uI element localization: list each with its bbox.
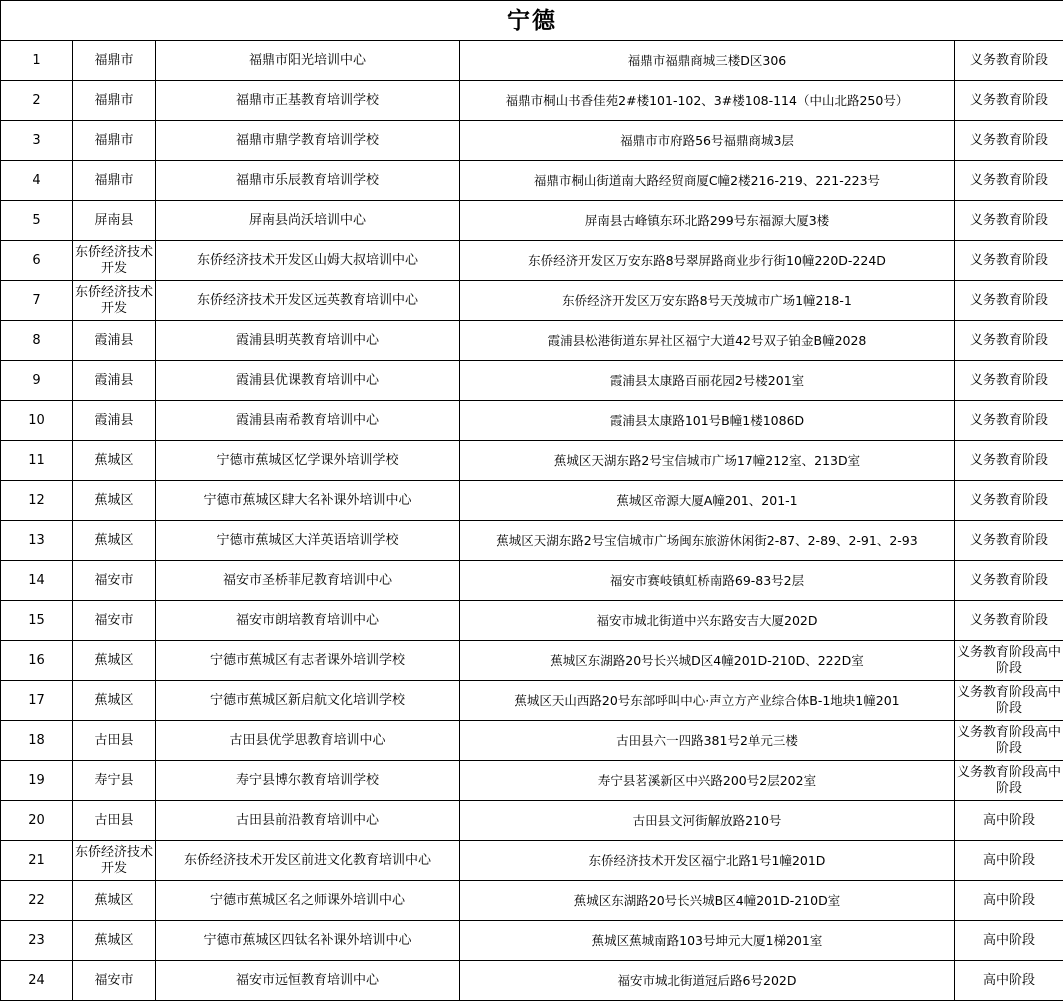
row-address: 东侨经济技术开发区福宁北路1号1幢201D [460,841,955,881]
row-district: 东侨经济技术开发 [73,281,156,321]
table-row [1,481,1063,521]
row-number: 6 [1,241,73,281]
row-district: 屏南县 [73,201,156,241]
row-address: 蕉城区天湖东路2号宝信城市广场闽东旅游休闲街2-87、2-89、2-91、2-93 [460,521,955,561]
row-address: 蕉城区东湖路20号长兴城B区4幢201D-210D室 [460,881,955,921]
row-education-stage: 义务教育阶段 [955,41,1063,81]
row-institution-name: 福鼎市乐辰教育培训学校 [156,161,460,201]
row-address: 屏南县古峰镇东环北路299号东福源大厦3楼 [460,201,955,241]
row-institution-name: 福鼎市阳光培训中心 [156,41,460,81]
table-row [1,841,1063,881]
row-number: 20 [1,801,73,841]
row-number: 22 [1,881,73,921]
table-title: 宁德 [1,1,1063,41]
row-number: 12 [1,481,73,521]
row-address: 霞浦县太康路101号B幢1楼1086D [460,401,955,441]
row-education-stage: 义务教育阶段 [955,81,1063,121]
row-number: 18 [1,721,73,761]
row-institution-name: 福安市朗培教育培训中心 [156,601,460,641]
row-education-stage: 义务教育阶段高中阶段 [955,681,1063,721]
row-education-stage: 高中阶段 [955,841,1063,881]
row-number: 5 [1,201,73,241]
row-district: 蕉城区 [73,921,156,961]
row-district: 东侨经济技术开发 [73,841,156,881]
table-row [1,41,1063,81]
row-education-stage: 高中阶段 [955,921,1063,961]
table-row [1,641,1063,681]
row-district: 蕉城区 [73,641,156,681]
row-address: 福安市城北街道冠后路6号202D [460,961,955,1001]
row-institution-name: 霞浦县优课教育培训中心 [156,361,460,401]
row-education-stage: 高中阶段 [955,801,1063,841]
row-district: 蕉城区 [73,681,156,721]
row-institution-name: 东侨经济技术开发区前进文化教育培训中心 [156,841,460,881]
table-row [1,521,1063,561]
row-institution-name: 宁德市蕉城区大洋英语培训学校 [156,521,460,561]
row-number: 13 [1,521,73,561]
row-district: 寿宁县 [73,761,156,801]
row-education-stage: 义务教育阶段 [955,401,1063,441]
row-education-stage: 义务教育阶段 [955,361,1063,401]
row-address: 霞浦县太康路百丽花园2号楼201室 [460,361,955,401]
row-address: 古田县六一四路381号2单元三楼 [460,721,955,761]
table-row [1,321,1063,361]
row-address: 东侨经济开发区万安东路8号天茂城市广场1幢218-1 [460,281,955,321]
row-institution-name: 古田县优学思教育培训中心 [156,721,460,761]
table-row [1,161,1063,201]
row-institution-name: 福安市远恒教育培训中心 [156,961,460,1001]
row-district: 福鼎市 [73,161,156,201]
row-institution-name: 宁德市蕉城区有志者课外培训学校 [156,641,460,681]
row-number: 7 [1,281,73,321]
table-row [1,81,1063,121]
row-address: 古田县文河街解放路210号 [460,801,955,841]
table-row [1,561,1063,601]
row-address: 蕉城区天山西路20号东部呼叫中心·声立方产业综合体B-1地块1幢201 [460,681,955,721]
row-address: 霞浦县松港街道东昇社区福宁大道42号双子铂金B幢2028 [460,321,955,361]
row-district: 霞浦县 [73,401,156,441]
row-district: 古田县 [73,721,156,761]
row-district: 福安市 [73,961,156,1001]
row-education-stage: 义务教育阶段 [955,161,1063,201]
table-row [1,881,1063,921]
row-number: 3 [1,121,73,161]
row-institution-name: 屏南县尚沃培训中心 [156,201,460,241]
row-district: 福安市 [73,561,156,601]
table-row [1,601,1063,641]
row-number: 4 [1,161,73,201]
row-education-stage: 义务教育阶段 [955,241,1063,281]
row-address: 东侨经济开发区万安东路8号翠屏路商业步行街10幢220D-224D [460,241,955,281]
row-district: 蕉城区 [73,521,156,561]
row-education-stage: 义务教育阶段 [955,281,1063,321]
table-row [1,201,1063,241]
row-district: 福安市 [73,601,156,641]
row-institution-name: 东侨经济技术开发区山姆大叔培训中心 [156,241,460,281]
row-district: 霞浦县 [73,361,156,401]
row-number: 2 [1,81,73,121]
row-district: 霞浦县 [73,321,156,361]
row-education-stage: 义务教育阶段 [955,121,1063,161]
row-district: 蕉城区 [73,441,156,481]
row-district: 东侨经济技术开发 [73,241,156,281]
row-institution-name: 古田县前沿教育培训中心 [156,801,460,841]
row-address: 蕉城区东湖路20号长兴城D区4幢201D-210D、222D室 [460,641,955,681]
row-number: 14 [1,561,73,601]
row-institution-name: 东侨经济技术开发区远英教育培训中心 [156,281,460,321]
row-education-stage: 义务教育阶段 [955,441,1063,481]
row-number: 23 [1,921,73,961]
table-row [1,121,1063,161]
row-institution-name: 福安市圣桥菲尼教育培训中心 [156,561,460,601]
table-row [1,281,1063,321]
row-institution-name: 宁德市蕉城区四钛名补课外培训中心 [156,921,460,961]
row-address: 蕉城区蕉城南路103号坤元大厦1梯201室 [460,921,955,961]
row-institution-name: 寿宁县博尔教育培训学校 [156,761,460,801]
row-education-stage: 义务教育阶段 [955,601,1063,641]
row-number: 9 [1,361,73,401]
row-address: 福安市赛岐镇虹桥南路69-83号2层 [460,561,955,601]
row-education-stage: 高中阶段 [955,961,1063,1001]
row-address: 福鼎市福鼎商城三楼D区306 [460,41,955,81]
row-education-stage: 义务教育阶段 [955,521,1063,561]
row-institution-name: 宁德市蕉城区忆学课外培训学校 [156,441,460,481]
row-education-stage: 义务教育阶段 [955,201,1063,241]
row-address: 福鼎市桐山书香佳苑2#楼101-102、3#楼108-114（中山北路250号） [460,81,955,121]
row-number: 24 [1,961,73,1001]
row-institution-name: 福鼎市正基教育培训学校 [156,81,460,121]
row-education-stage: 义务教育阶段高中阶段 [955,721,1063,761]
table-row [1,961,1063,1001]
row-address: 蕉城区天湖东路2号宝信城市广场17幢212室、213D室 [460,441,955,481]
row-institution-name: 霞浦县明英教育培训中心 [156,321,460,361]
row-number: 10 [1,401,73,441]
row-number: 15 [1,601,73,641]
row-education-stage: 义务教育阶段 [955,321,1063,361]
row-number: 8 [1,321,73,361]
row-number: 16 [1,641,73,681]
table-row [1,761,1063,801]
table-row [1,401,1063,441]
row-education-stage: 义务教育阶段高中阶段 [955,641,1063,681]
table-row [1,441,1063,481]
row-number: 21 [1,841,73,881]
row-number: 19 [1,761,73,801]
row-district: 福鼎市 [73,81,156,121]
row-education-stage: 义务教育阶段 [955,561,1063,601]
row-address: 蕉城区帝源大厦A幢201、201-1 [460,481,955,521]
row-address: 福鼎市市府路56号福鼎商城3层 [460,121,955,161]
row-institution-name: 宁德市蕉城区名之师课外培训中心 [156,881,460,921]
row-institution-name: 宁德市蕉城区肆大名补课外培训中心 [156,481,460,521]
row-district: 古田县 [73,801,156,841]
table-row [1,921,1063,961]
row-education-stage: 义务教育阶段 [955,481,1063,521]
row-district: 蕉城区 [73,881,156,921]
row-education-stage: 高中阶段 [955,881,1063,921]
row-institution-name: 宁德市蕉城区新启航文化培训学校 [156,681,460,721]
row-district: 福鼎市 [73,41,156,81]
row-number: 17 [1,681,73,721]
table-row [1,681,1063,721]
row-number: 11 [1,441,73,481]
row-address: 福安市城北街道中兴东路安吉大厦202D [460,601,955,641]
row-address: 寿宁县茗溪新区中兴路200号2层202室 [460,761,955,801]
row-address: 福鼎市桐山街道南大路经贸商厦C幢2楼216-219、221-223号 [460,161,955,201]
table-row [1,721,1063,761]
row-district: 蕉城区 [73,481,156,521]
table-row [1,801,1063,841]
row-education-stage: 义务教育阶段高中阶段 [955,761,1063,801]
row-district: 福鼎市 [73,121,156,161]
row-institution-name: 霞浦县南希教育培训中心 [156,401,460,441]
row-number: 1 [1,41,73,81]
table-row [1,361,1063,401]
table-row [1,241,1063,281]
row-institution-name: 福鼎市鼎学教育培训学校 [156,121,460,161]
